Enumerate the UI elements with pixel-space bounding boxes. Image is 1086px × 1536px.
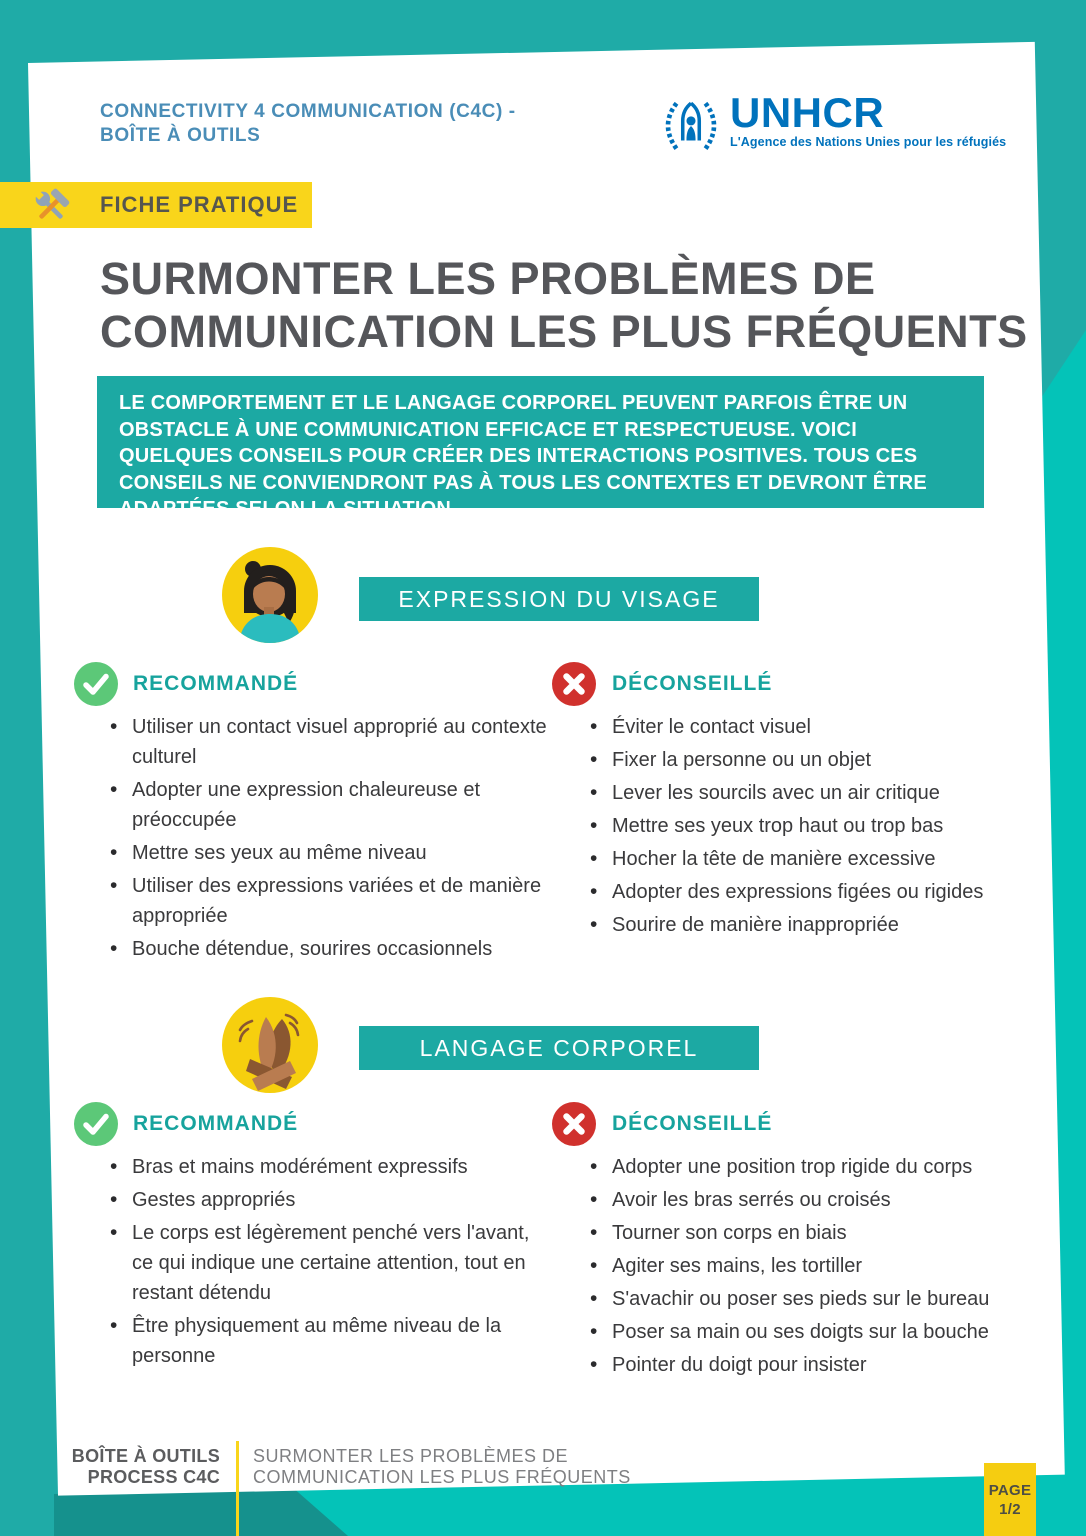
list-item: • Agiter ses mains, les tortiller — [588, 1251, 1048, 1281]
list-item: • Éviter le contact visuel — [588, 712, 1033, 742]
title-line2: COMMUNICATION LES PLUS FRÉQUENTS — [100, 306, 1028, 357]
unhcr-acronym: UNHCR — [730, 89, 885, 136]
unhcr-logo — [660, 89, 1007, 157]
section1-title: EXPRESSION DU VISAGE — [398, 585, 720, 612]
list-item: • Être physiquement au même niveau de la personne — [108, 1311, 553, 1371]
unhcr-tagline: L'Agence des Nations Unies pour les réfugiés — [730, 135, 1007, 149]
cross-circle-icon — [552, 662, 596, 706]
footer-doc-line1: SURMONTER LES PROBLÈMES DE — [253, 1446, 569, 1466]
footer-left-line1: BOÎTE À OUTILS — [71, 1446, 220, 1466]
list-item: • Pointer du doigt pour insister — [588, 1350, 1048, 1380]
check-circle-icon — [74, 1102, 118, 1146]
eyebrow-line2: BOÎTE À OUTILS — [100, 125, 261, 146]
section1-discouraged-label: DÉCONSEILLÉ — [612, 672, 773, 695]
badge-label: FICHE PRATIQUE — [100, 192, 299, 217]
list-item: • Hocher la tête de manière excessive — [588, 844, 1033, 874]
section2-discouraged-list — [588, 1152, 1048, 1383]
section1-recommended-list — [108, 712, 553, 967]
page-title — [100, 252, 1028, 358]
unhcr-logo-text — [730, 89, 1007, 149]
section2-recommended-list — [108, 1152, 553, 1374]
unhcr-emblem-icon — [660, 93, 722, 157]
footer-document-title — [253, 1446, 631, 1488]
list-item: • Gestes appropriés — [108, 1185, 553, 1215]
list-item: • Bras et mains modérément expressifs — [108, 1152, 553, 1182]
list-item: • Utiliser un contact visuel approprié au contexte culturel — [108, 712, 553, 772]
section2-discouraged-label: DÉCONSEILLÉ — [612, 1112, 773, 1135]
list-item: • Avoir les bras serrés ou croisés — [588, 1185, 1048, 1215]
list-item: • Bouche détendue, sourires occasionnels — [108, 934, 553, 964]
section1-recommended-label: RECOMMANDÉ — [133, 672, 299, 695]
list-item: • Sourire de manière inappropriée — [588, 910, 1033, 940]
page-word: PAGE — [988, 1481, 1032, 1499]
list-item: • Le corps est légèrement penché vers l'avant, ce qui indique une certaine attention, tout en restant détendu — [108, 1218, 553, 1308]
list-item: • Mettre ses yeux trop haut ou trop bas — [588, 811, 1033, 841]
intro-box: LE COMPORTEMENT ET LE LANGAGE CORPOREL PEUVENT PARFOIS ÊTRE UN OBSTACLE À UNE COMMUNICATION EFFICACE ET RESPECTUEUSE. VOICI QUELQUES CONSEILS POUR CRÉER DES INTERACTIONS POSITIVES. TOUS CES CONSEILS NE CONVIENDRONT PAS À TOUS LES CONTEXTES ET DEVRONT ÊTRE ADAPTÉES SELON LA SITUATION. — [97, 376, 984, 508]
list-item: • S'avachir ou poser ses pieds sur le bureau — [588, 1284, 1048, 1314]
section1-banner — [359, 577, 759, 621]
footer-doc-line2: COMMUNICATION LES PLUS FRÉQUENTS — [253, 1467, 631, 1487]
footer-divider — [236, 1441, 239, 1536]
toolkit-eyebrow — [100, 100, 516, 148]
page-number: 1/2 — [999, 1500, 1021, 1518]
section1-discouraged-list — [588, 712, 1033, 943]
woman-face-avatar-icon — [222, 547, 318, 643]
section2-recommended-label: RECOMMANDÉ — [133, 1112, 299, 1135]
footer-left-line2: PROCESS C4C — [87, 1467, 220, 1487]
page-number-tab — [984, 1463, 1036, 1536]
section2-title: LANGAGE CORPOREL — [419, 1034, 699, 1061]
list-item: • Adopter des expressions figées ou rigides — [588, 877, 1033, 907]
list-item: • Fixer la personne ou un objet — [588, 745, 1033, 775]
list-item: • Lever les sourcils avec un air critique — [588, 778, 1033, 808]
section2-banner — [359, 1026, 759, 1070]
praying-hands-icon — [222, 997, 318, 1093]
check-circle-icon — [74, 662, 118, 706]
title-line1: SURMONTER LES PROBLÈMES DE — [100, 253, 876, 304]
cross-circle-icon — [552, 1102, 596, 1146]
list-item: • Poser sa main ou ses doigts sur la bouche — [588, 1317, 1048, 1347]
footer-toolkit-label — [60, 1446, 220, 1488]
eyebrow-line1: CONNECTIVITY 4 COMMUNICATION (C4C) - — [100, 101, 516, 122]
hammer-wrench-icon — [28, 184, 74, 230]
list-item: • Adopter une expression chaleureuse et préoccupée — [108, 775, 553, 835]
list-item: • Tourner son corps en biais — [588, 1218, 1048, 1248]
list-item: • Mettre ses yeux au même niveau — [108, 838, 553, 868]
list-item: • Utiliser des expressions variées et de manière appropriée — [108, 871, 553, 931]
list-item: • Adopter une position trop rigide du corps — [588, 1152, 1048, 1182]
